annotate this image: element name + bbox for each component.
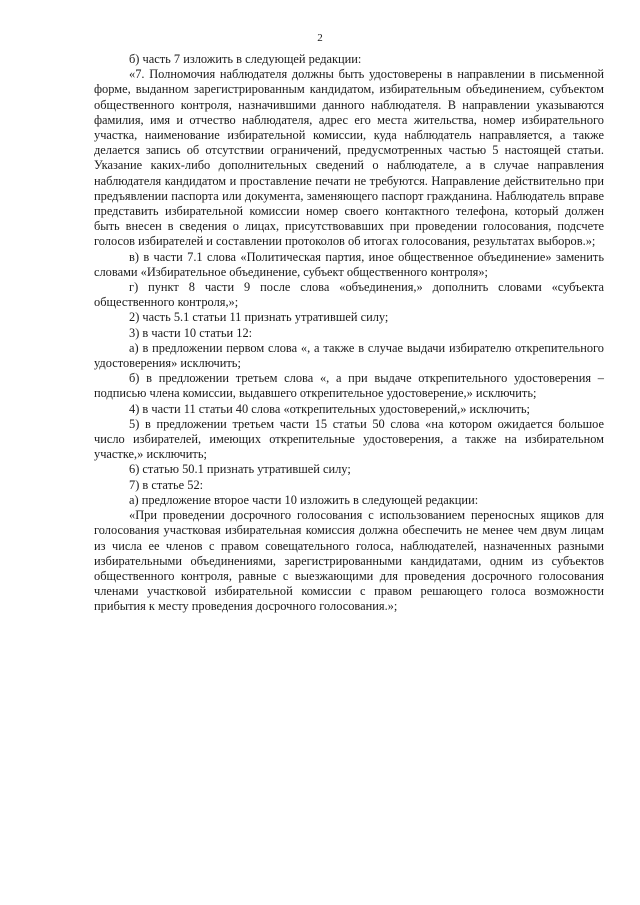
paragraph-5-article-50: 5) в предложении третьем части 15 статьи 50 слова «на котором ожидается большое число избирателей, имеющих открепительные удостоверения, а также на избирательном участке,» исключить;	[94, 416, 604, 462]
paragraph-2-article-11: 2) часть 5.1 статьи 11 признать утратившей силу;	[129, 310, 389, 325]
paragraph-part-7-text: «7. Полномочия наблюдателя должны быть удостоверены в направлении в письменной форме, выданном зарегистрированным кандидатом, избирательным объединением, субъектом общественного контроля, назначившими данного наблюдателя. В направлении указываются фамилия, имя и отчество наблюдателя, адрес его места жительства, номер избирательного участка, наименование избирательной комиссии, куда наблюдатель направляется, а также делается запись об отсутствии ограничений, предусмотренных частью 5 настоящей статьи. Указание каких-либо дополнительных сведений о наблюдателе, а в случае направления наблюдателя кандидатом и проставление печати не требуются. Направление действительно при предъявлении паспорта или документа, заменяющего паспорт гражданина. Наблюдатель вправе представить избирательной комиссии номер своего контактного телефона, который должен быть внесен в сведения о лицах, присутствовавших при проведении голосования, подсчете голосов избирателей и составлении протоколов об итогах голосования, результатах выборов.»;	[94, 67, 604, 249]
page-number: 2	[317, 32, 323, 44]
paragraph-g-point-8: г) пункт 8 части 9 после слова «объединения,» дополнить словами «субъекта общественного контроля,»;	[94, 280, 604, 310]
paragraph-7-article-52: 7) в статье 52:	[129, 477, 204, 492]
paragraph-a-first-sentence: а) в предложении первом слова «, а также в случае выдачи избирателю открепительного удостоверения» исключить;	[94, 340, 604, 371]
document-body	[94, 52, 604, 615]
paragraph-b-part-7: б) часть 7 изложить в следующей редакции:	[129, 52, 362, 66]
paragraph-v-part-7-1: в) в части 7.1 слова «Политическая партия, иное общественное объединение» заменить словами «Избирательное объединение, субъект общественного контроля»;	[94, 249, 604, 279]
paragraph-b-third-sentence: б) в предложении третьем слова «, а при выдаче открепительного удостоверения – подписью члена комиссии, выдавшего открепительное удостоверение,» исключить;	[94, 371, 604, 401]
paragraph-a-part-10: а) предложение второе части 10 изложить в следующей редакции:	[129, 492, 479, 507]
paragraph-4-article-40: 4) в части 11 статьи 40 слова «открепительных удостоверений,» исключить;	[129, 401, 530, 416]
paragraph-part-10-text: «При проведении досрочного голосования с использованием переносных ящиков для голосования участковая избирательная комиссия должна обеспечить не менее чем двум лицам из числа ее членов с правом совещательного голоса, наблюдателей, назначенных разными избирательными объединениями, зарегистрированными кандидатами, одним из субъектов общественного контроля, равные с выезжающими для проведения досрочного голосования членами участковой избирательной комиссии с правом решающего голоса возможности прибытия к месту проведения досрочного голосования.»;	[94, 508, 604, 614]
paragraph-3-article-12: 3) в части 10 статьи 12:	[129, 325, 253, 340]
paragraph-6-article-50-1: 6) статью 50.1 признать утратившей силу;	[129, 462, 351, 477]
